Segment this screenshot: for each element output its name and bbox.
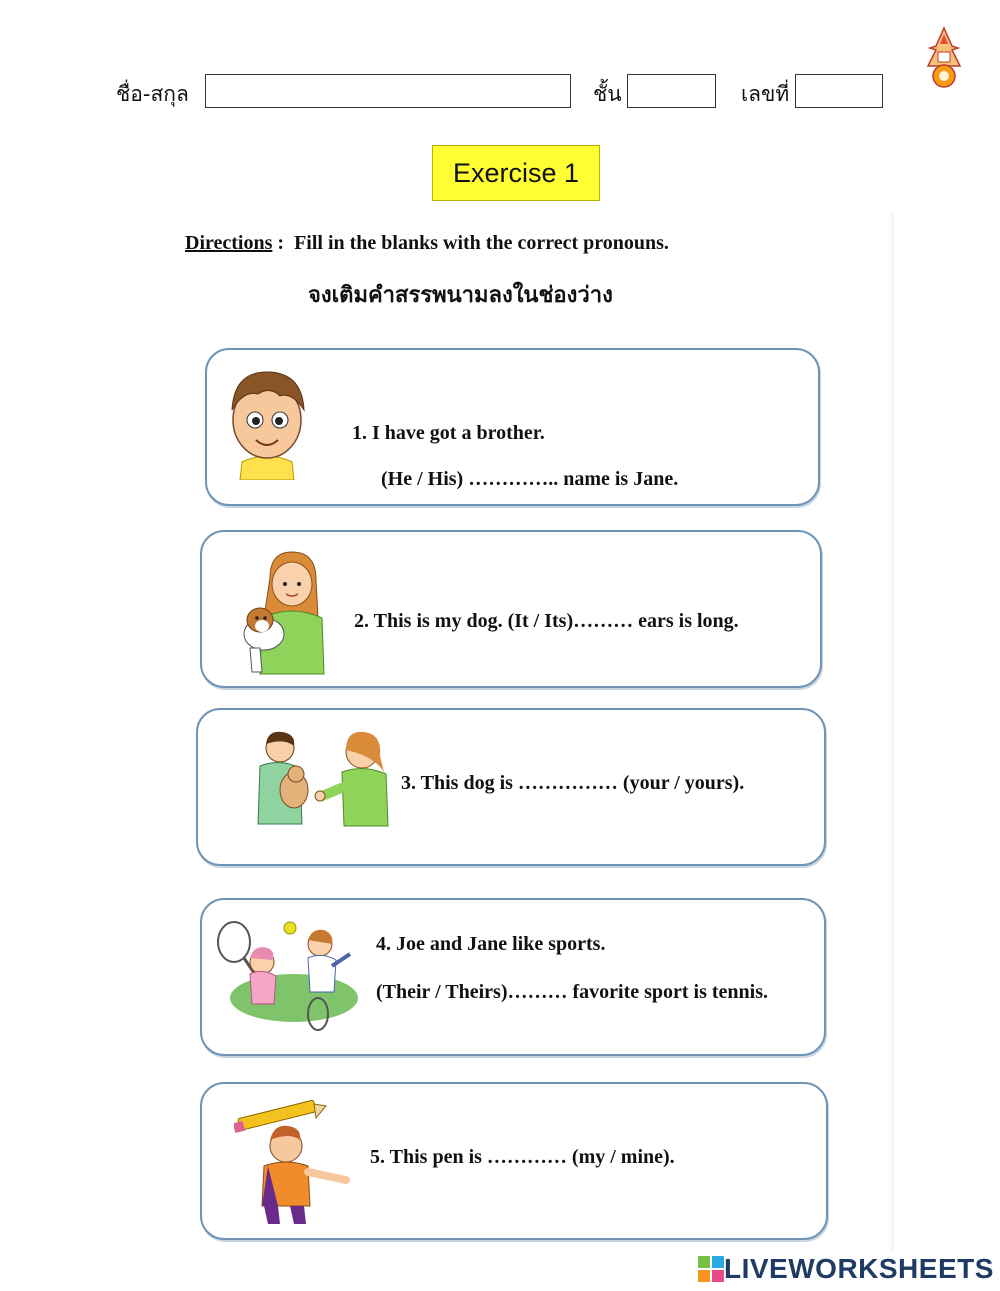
directions — [185, 232, 669, 255]
class-label: ชั้น — [593, 82, 622, 106]
liveworksheets-brand: LIVEWORKSHEETS — [724, 1253, 994, 1284]
thai-directions: จงเติมคำสรรพนามลงในช่องว่าง — [308, 282, 613, 308]
number-label: เลขที่ — [741, 82, 790, 106]
boy-face-icon — [222, 362, 312, 480]
question-4-line-1: 4. Joe and Jane like sports. — [376, 933, 606, 955]
name-field[interactable] — [205, 74, 571, 108]
class-field[interactable] — [627, 74, 716, 108]
kids-with-dog-icon — [254, 726, 400, 830]
exercise-title: Exercise 1 — [432, 145, 600, 201]
directions-separator: : — [272, 232, 285, 254]
directions-label: Directions — [185, 232, 273, 254]
question-2-line-1: 2. This is my dog. (It / Its)……… ears is long. — [354, 610, 739, 632]
question-4-line-2: (Their / Theirs)……… favorite sport is tennis. — [376, 981, 769, 1003]
question-3-line-1: 3. This dog is …………… (your / yours). — [401, 772, 745, 794]
liveworksheets-logo — [698, 1254, 994, 1284]
directions-text: Fill in the blanks with the correct pronouns. — [294, 232, 669, 254]
liveworksheets-logo-icon — [698, 1256, 724, 1282]
number-field[interactable] — [795, 74, 883, 108]
kids-tennis-icon — [210, 918, 376, 1032]
question-5-line-1: 5. This pen is ………… (my / mine). — [370, 1146, 675, 1168]
girl-with-dog-icon — [240, 548, 330, 678]
sheet-edge — [888, 212, 894, 1252]
question-1-line-2: (He / His) ………….. name is Jane. — [381, 468, 679, 490]
question-1-line-1: 1. I have got a brother. — [352, 422, 545, 444]
name-label: ชื่อ-สกุล — [116, 82, 189, 106]
boy-with-pencil-icon — [234, 1100, 360, 1226]
school-emblem-icon — [922, 26, 966, 92]
